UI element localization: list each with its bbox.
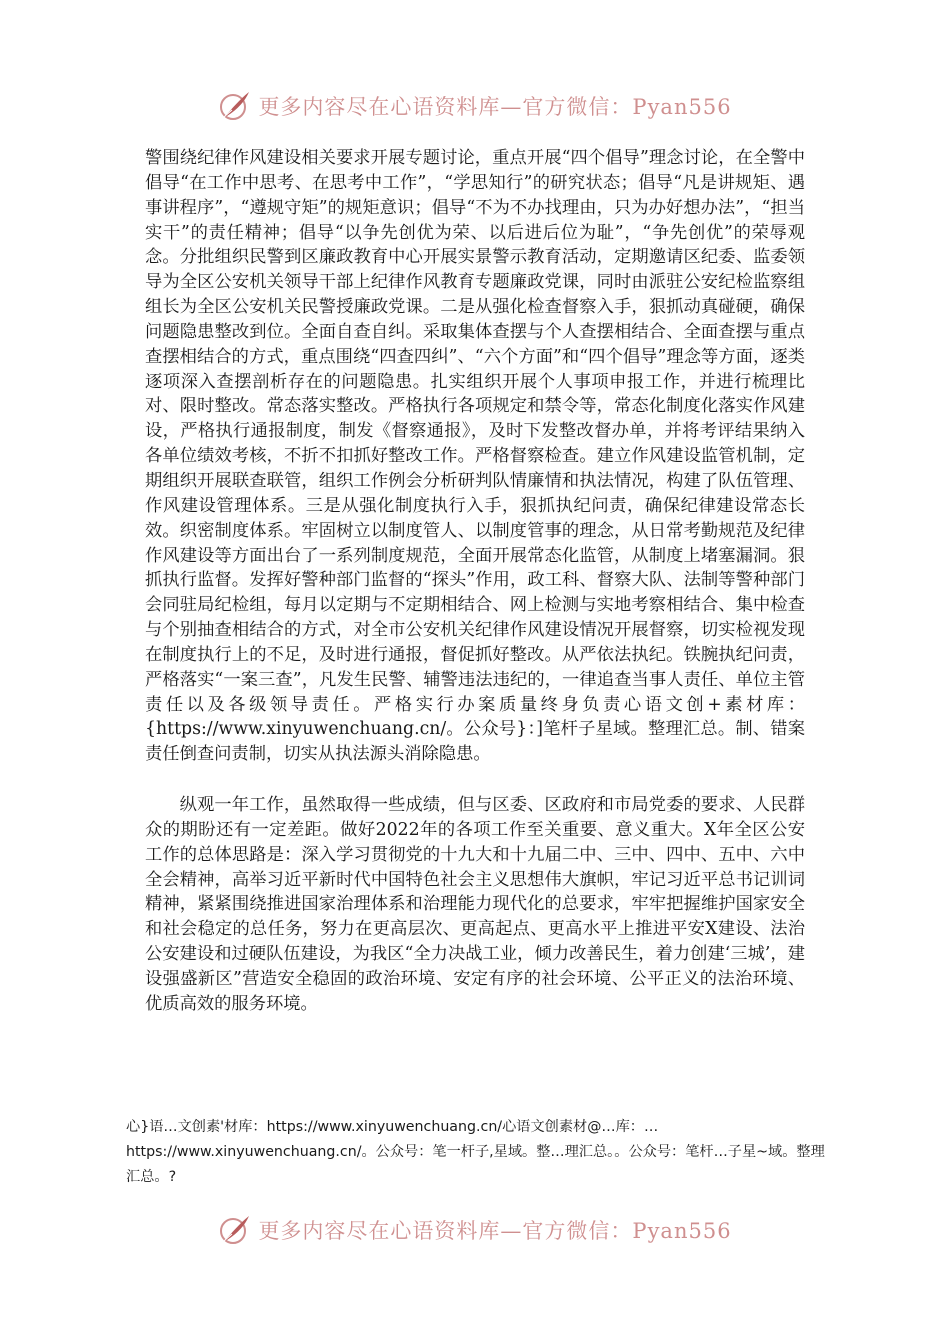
footer-watermark-note: 心}语…文创素'材库：https://www.xinyuwenchuang.cn/心语文创素材@…库：…https://www.xinyuwenchuang.cn/。公众号：笔一杆子,星域。整…理汇总。。公众号：笔杆…子星~域。整理汇总。? [126, 1119, 825, 1185]
header-watermark-banner [0, 86, 950, 126]
body-paragraph: 纵观一年工作，虽然取得一些成绩，但与区委、区政府和市局党委的要求、人民群众的期盼还有一定差距。做好2022年的各项工作至关重要、意义重大。X年全区公安工作的总体思路是：深入学习贯彻党的十九大和十九届二中、三中、四中、五中、六中全会精神，高举习近平新时代中国特色社会主义思想伟大旗帜，牢记习近平总书记训词精神，紧紧围绕推进国家治理体系和治理能力现代化的总要求，牢牢把握维护国家安全和社会稳定的总任务，努力在更高层次、更高起点、更高水平上推进平安X建设、法治公安建设和过硬队伍建设，为我区“全力决战工业，倾力改善民生，着力创建‘三城’，建设强盛新区”营造安全稳固的政治环境、安定有序的社会环境、公平正义的法治环境、优质高效的服务环境。 [145, 795, 805, 1014]
header-watermark-text: 更多内容尽在心语资料库—官方微信：Pyan556 [258, 95, 732, 119]
feather-pen-icon [218, 89, 252, 123]
document-body [145, 146, 805, 1017]
footer-watermark-text: 更多内容尽在心语资料库—官方微信：Pyan556 [258, 1219, 732, 1243]
feather-pen-icon [218, 1213, 252, 1247]
footer-watermark-banner [0, 1210, 950, 1250]
body-paragraph: 警围绕纪律作风建设相关要求开展专题讨论，重点开展“四个倡导”理念讨论，在全警中倡导“在工作中思考、在思考中工作”，“学思知行”的研究状态；倡导“凡是讲规矩、遇事讲程序”，“遵规守矩”的规矩意识；倡导“不为不办找理由，只为办好想办法”，“担当实干”的责任精神；倡导“以争先创优为荣、以后进后位为耻”，“争先创优”的荣辱观念。分批组织民警到区廉政教育中心开展实景警示教育活动，定期邀请区纪委、监委领导为全区公安机关领导干部上纪律作风教育专题廉政党课，同时由派驻公安纪检监察组组长为全区公安机关民警授廉政党课。二是从强化检查督察入手，狠抓动真碰硬，确保问题隐患整改到位。全面自查自纠。采取集体查摆与个人查摆相结合、全面查摆与重点查摆相结合的方式，重点围绕“四查四纠”、“六个方面”和“四个倡导”理念等方面，逐类逐项深入查摆剖析存在的问题隐患。扎实组织开展个人事项申报工作，并进行梳理比对、限时整改。常态落实整改。严格执行各项规定和禁令等，常态化制度化落实作风建设，严格执行通报制度，制发《督察通报》，及时下发整改督办单，并将考评结果纳入各单位绩效考核，不折不扣抓好整改工作。严格督察检查。建立作风建设监管机制，定期组织开展联查联管，组织工作例会分析研判队情廉情和执法情况，构建了队伍管理、作风建设管理体系。三是从强化制度执行入手，狠抓执纪问责，确保纪律建设常态长效。织密制度体系。牢固树立以制度管人、以制度管事的理念，从日常考勤规范及纪律作风建设等方面出台了一系列制度规范，全面开展常态化监管，从制度上堵塞漏洞。狠抓执行监督。发挥好警种部门监督的“探头”作用，政工科、督察大队、法制等警种部门会同驻局纪检组，每月以定期与不定期相结合、网上检测与实地考察相结合、集中检查与个别抽查相结合的方式，对全市公安机关纪律作风建设情况开展督察，切实检视发现在制度执行上的不足，及时进行通报，督促抓好整改。从严依法执纪。铁腕执纪问责，严格落实“一案三查”，凡发生民警、辅警违法违纪的，一律追查当事人责任、单位主管责任以及各级领导责任。严格实行办案质量终身负责心语文创+素材库：{https://www.xinyuwenchuang.cn/。公众号}：]笔杆子星域。整理汇总。制、错案责任倒查问责制，切实从执法源头消除隐患。 [145, 148, 805, 765]
